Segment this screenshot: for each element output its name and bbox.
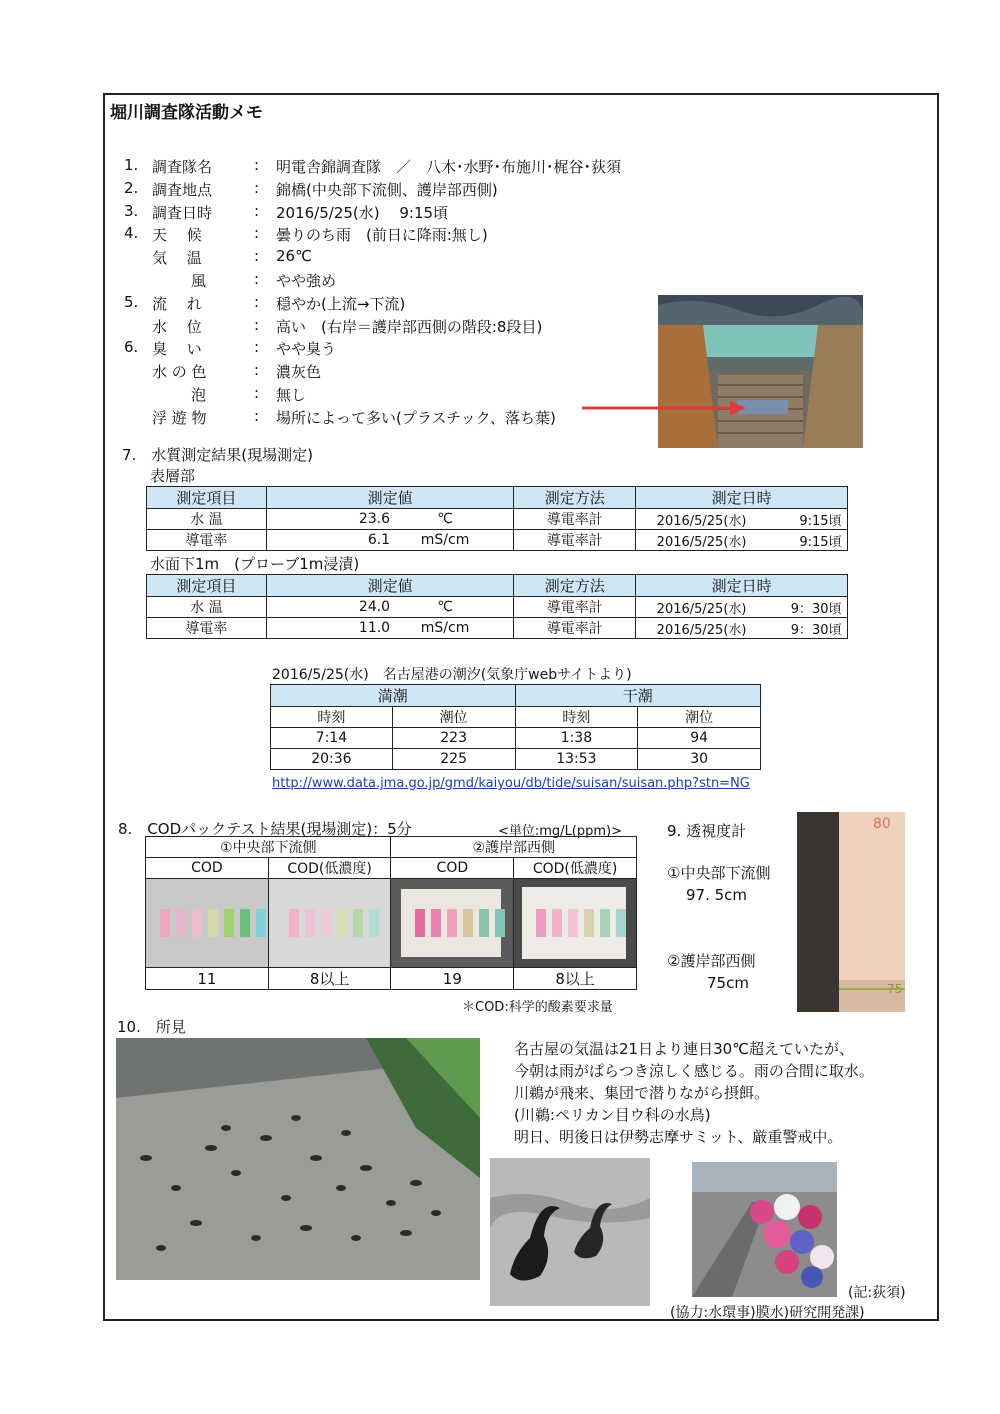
cell-method: 導電率計 bbox=[514, 509, 636, 530]
cell-item: 導電率 bbox=[147, 530, 267, 551]
item-colon: : bbox=[254, 361, 260, 380]
cell: 20:36 bbox=[271, 749, 393, 770]
page-title: 堀川調査隊活動メモ bbox=[110, 103, 263, 123]
arrow-icon bbox=[580, 398, 750, 418]
findings-heading: 10. 所見 bbox=[117, 1018, 186, 1036]
item-colon: : bbox=[254, 156, 260, 174]
item-value: 2016/5/25(水) 9:15頃 bbox=[276, 203, 449, 222]
transparency-site1: ①中央部下流側 bbox=[667, 864, 771, 882]
col-header: 測定日時 bbox=[636, 487, 848, 509]
cod-value: 8以上 bbox=[268, 968, 391, 990]
low-tide-header: 干潮 bbox=[515, 685, 761, 707]
water-quality-heading: 7. 水質測定結果(現場測定) bbox=[122, 446, 314, 464]
color-scale bbox=[289, 909, 379, 937]
cell: 30 bbox=[638, 749, 761, 770]
color-scale bbox=[415, 909, 505, 937]
pack-photo bbox=[514, 879, 637, 968]
col-level: 潮位 bbox=[638, 707, 761, 728]
col-header: 測定項目 bbox=[147, 575, 267, 597]
cell-date: 2016/5/25(水) bbox=[656, 534, 747, 550]
credit-cooperation: (協力:水環事)膜水)研究開発課) bbox=[670, 1305, 865, 1321]
col-header: 測定項目 bbox=[147, 487, 267, 509]
col-time: 時刻 bbox=[271, 707, 393, 728]
color-scale bbox=[536, 909, 626, 937]
item-number: 6. bbox=[124, 338, 139, 357]
item-value: 曇りのち雨 (前日に降雨:無し) bbox=[276, 226, 488, 245]
item-label: 調査隊名 bbox=[152, 158, 213, 176]
item-label: 風 bbox=[191, 272, 207, 290]
item-colon: : bbox=[254, 338, 260, 357]
table-row bbox=[147, 597, 848, 618]
item-value: やや強め bbox=[276, 272, 337, 290]
item-value: 錦橋(中央部下流側、護岸部西側) bbox=[276, 180, 498, 199]
credit-author: (記:荻須) bbox=[848, 1285, 906, 1301]
color-scale bbox=[160, 909, 266, 937]
surface-label: 表層部 bbox=[150, 467, 196, 485]
cell-item: 水 温 bbox=[147, 597, 267, 618]
item-value: 明電舎錦調査隊 ／ 八木･水野･布施川･梶谷･荻須 bbox=[276, 158, 622, 176]
item-value: 穏やか(上流→下流) bbox=[276, 294, 406, 313]
item-colon: : bbox=[254, 224, 260, 243]
findings-line: 名古屋の気温は21日より連日30℃超えていたが、 bbox=[514, 1040, 855, 1058]
gauge-label: 80 bbox=[873, 816, 891, 832]
table-row bbox=[147, 509, 848, 530]
site1-header: ①中央部下流側 bbox=[146, 837, 391, 858]
cell-value: 24.0 bbox=[358, 599, 391, 615]
item-value: 高い (右岸＝護岸部西側の階段:8段目) bbox=[276, 317, 543, 336]
col-header: 測定方法 bbox=[514, 575, 636, 597]
item-colon: : bbox=[254, 270, 260, 288]
surface-table bbox=[146, 486, 848, 551]
cell-unit: mS/cm bbox=[420, 532, 470, 548]
item-number: 4. bbox=[124, 224, 139, 243]
table-row bbox=[271, 749, 761, 770]
cell-date: 2016/5/25(水) bbox=[656, 513, 747, 529]
findings-line: (川鵜:ペリカン目ウ科の水鳥) bbox=[514, 1106, 711, 1124]
col-time: 時刻 bbox=[515, 707, 638, 728]
cell: 225 bbox=[392, 749, 515, 770]
cod-table bbox=[145, 836, 637, 990]
cell: 94 bbox=[638, 728, 761, 749]
cell-item: 導電率 bbox=[147, 618, 267, 639]
cell-unit: ℃ bbox=[437, 511, 453, 527]
col-header: 測定値 bbox=[266, 575, 514, 597]
col-header: 測定方法 bbox=[514, 487, 636, 509]
item-value: やや臭う bbox=[276, 340, 337, 359]
cell-value: 23.6 bbox=[358, 511, 391, 527]
item-colon: : bbox=[254, 201, 260, 220]
col-cod-low: COD(低濃度) bbox=[268, 858, 391, 879]
item-label: 臭 い bbox=[152, 340, 202, 359]
item-colon: : bbox=[254, 247, 260, 266]
col-cod: COD bbox=[391, 858, 514, 879]
table-row bbox=[147, 618, 848, 639]
tide-title: 2016/5/25(水) 名古屋港の潮汐(気象庁webサイトより) bbox=[272, 667, 632, 683]
cell: 223 bbox=[392, 728, 515, 749]
item-value: 26℃ bbox=[276, 247, 312, 266]
item-label: 水 位 bbox=[152, 317, 202, 336]
cell: 13:53 bbox=[515, 749, 638, 770]
submerged-label: 水面下1m (プローブ1m浸漬) bbox=[150, 555, 360, 573]
col-header: 測定日時 bbox=[636, 575, 848, 597]
high-tide-header: 満潮 bbox=[271, 685, 516, 707]
item-label: 天 候 bbox=[152, 226, 202, 245]
cell-time: 9：30頃 bbox=[790, 622, 842, 638]
item-colon: : bbox=[254, 178, 260, 197]
transparency-value2: 75cm bbox=[707, 974, 749, 992]
site2-header: ②護岸部西側 bbox=[391, 837, 637, 858]
item-label: 泡 bbox=[191, 386, 207, 404]
table-row bbox=[271, 728, 761, 749]
cod-value: 19 bbox=[391, 968, 514, 990]
pack-photo bbox=[391, 879, 514, 968]
cell-date: 2016/5/25(水) bbox=[656, 622, 747, 638]
submerged-table bbox=[146, 574, 848, 639]
cod-heading: 8. CODパックテスト結果(現場測定)：5分 bbox=[118, 820, 412, 838]
item-number: 3. bbox=[124, 201, 139, 220]
transparency-site2: ②護岸部西側 bbox=[667, 952, 756, 970]
findings-line: 川鵜が飛来、集団で潜りながら摂餌。 bbox=[514, 1084, 770, 1102]
cell-value: 11.0 bbox=[358, 620, 391, 636]
cell-item: 水 温 bbox=[147, 509, 267, 530]
item-label: 浮 遊 物 bbox=[152, 408, 207, 427]
cormorants-river-photo bbox=[116, 1038, 480, 1280]
transparency-value1: 97. 5cm bbox=[686, 886, 748, 904]
col-cod: COD bbox=[146, 858, 269, 879]
cod-value: 11 bbox=[146, 968, 269, 990]
cell: 7:14 bbox=[271, 728, 393, 749]
item-colon: : bbox=[254, 384, 260, 402]
col-header: 測定値 bbox=[266, 487, 514, 509]
cell-time: 9:15頃 bbox=[799, 534, 842, 550]
cell-method: 導電率計 bbox=[514, 597, 636, 618]
item-label: 気 温 bbox=[152, 249, 202, 268]
cell-date: 2016/5/25(水) bbox=[656, 601, 747, 617]
item-label: 流 れ bbox=[152, 294, 202, 313]
transparency-meter-photo bbox=[797, 812, 905, 1012]
cormorant-closeup-photo bbox=[490, 1158, 650, 1306]
col-cod-low: COD(低濃度) bbox=[514, 858, 637, 879]
item-label: 調査日時 bbox=[152, 203, 213, 222]
cell-unit: ℃ bbox=[437, 599, 453, 615]
pack-photo bbox=[268, 879, 391, 968]
jma-link[interactable]: http://www.data.jma.go.jp/gmd/kaiyou/db/tide/suisan/suisan.php?stn=NG bbox=[272, 776, 750, 791]
item-value: 濃灰色 bbox=[276, 363, 322, 382]
cell-time: 9：30頃 bbox=[790, 601, 842, 617]
item-colon: : bbox=[254, 406, 260, 425]
transparency-heading: 9. 透視度計 bbox=[667, 822, 747, 840]
tide-table bbox=[270, 684, 761, 770]
cell: 1:38 bbox=[515, 728, 638, 749]
findings-line: 明日、明後日は伊勢志摩サミット、厳重警戒中。 bbox=[514, 1128, 843, 1146]
item-value: 場所によって多い(プラスチック、落ち葉) bbox=[276, 408, 556, 427]
cell-time: 9:15頃 bbox=[799, 513, 842, 529]
item-label: 調査地点 bbox=[152, 180, 213, 199]
pack-photo bbox=[146, 879, 269, 968]
item-number: 1. bbox=[124, 156, 139, 174]
cell-value: 6.1 bbox=[367, 532, 391, 548]
cell-unit: mS/cm bbox=[420, 620, 470, 636]
cod-value: 8以上 bbox=[514, 968, 637, 990]
table-row bbox=[147, 530, 848, 551]
col-level: 潮位 bbox=[392, 707, 515, 728]
flower-basket-photo bbox=[692, 1162, 837, 1297]
cod-unit: <単位:mg/L(ppm)> bbox=[498, 824, 623, 839]
item-colon: : bbox=[254, 292, 260, 311]
findings-line: 今朝は雨がぱらつき涼しく感じる。雨の合間に取水。 bbox=[514, 1062, 874, 1080]
cell-method: 導電率計 bbox=[514, 618, 636, 639]
item-value: 無し bbox=[276, 386, 307, 404]
stairs-photo bbox=[658, 295, 863, 448]
cell-method: 導電率計 bbox=[514, 530, 636, 551]
item-label: 水 の 色 bbox=[152, 363, 207, 382]
cod-note: ＊COD:科学的酸素要求量 bbox=[462, 1000, 613, 1015]
item-number: 5. bbox=[124, 292, 139, 311]
item-colon: : bbox=[254, 315, 260, 334]
item-number: 2. bbox=[124, 178, 139, 197]
